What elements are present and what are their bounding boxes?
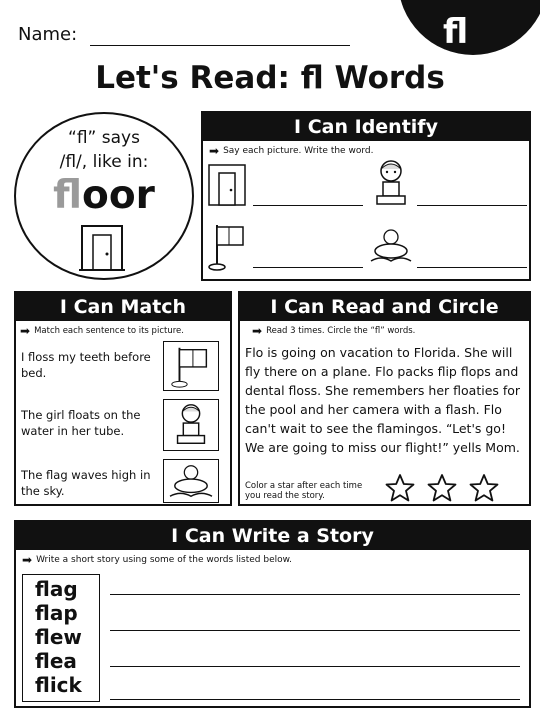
- intro-line-2: /fl/, like in:: [59, 152, 149, 172]
- fl-badge: [398, 0, 540, 55]
- girl-icon: [373, 159, 409, 207]
- example-word-suffix: oor: [82, 173, 155, 218]
- name-line[interactable]: [90, 45, 350, 46]
- star-icon[interactable]: [385, 473, 415, 503]
- story-line-3[interactable]: [110, 666, 520, 667]
- read-instruction: [240, 321, 529, 336]
- identify-answer-line-3[interactable]: [253, 267, 363, 268]
- word-bank: [22, 574, 100, 702]
- match-sentence-1: I floss my teeth before bed.: [21, 350, 151, 380]
- match-section: [14, 291, 232, 506]
- identify-instruction: [203, 141, 529, 156]
- arrow-icon: ➡: [22, 553, 33, 567]
- float-icon: [369, 225, 413, 265]
- flag-icon: [207, 221, 247, 271]
- door-icon: [207, 163, 247, 207]
- story-line-4[interactable]: [110, 699, 520, 700]
- door-icon: [79, 223, 125, 273]
- identify-instruction-text: Say each picture. Write the word.: [223, 146, 374, 156]
- identify-heading: I Can Identify: [203, 113, 529, 141]
- match-instruction: [16, 321, 230, 336]
- read-heading: I Can Read and Circle: [240, 293, 529, 321]
- story-line-2[interactable]: [110, 630, 520, 631]
- word-bank-item: flap: [35, 601, 78, 625]
- example-word-prefix: fl: [53, 173, 83, 218]
- write-instruction: [16, 550, 529, 565]
- read-story[interactable]: Flo is going on vacation to Florida. She will fly there on a plane. Flo packs flip flops and dental floss. She remembers her floaties for the pool and her camera with a flash. Flo can't wait to see the flamingos. “Let's go! We are going to miss our flight!” yells Mom.: [245, 345, 521, 455]
- star-note: Color a star after each time you read the story.: [245, 481, 363, 501]
- write-section: [14, 520, 531, 708]
- match-heading: I Can Match: [16, 293, 230, 321]
- word-bank-item: flew: [35, 625, 82, 649]
- arrow-icon: ➡: [20, 324, 31, 338]
- identify-answer-line-1[interactable]: [253, 205, 363, 206]
- star-icon[interactable]: [427, 473, 457, 503]
- match-sentence-2: The girl floats on the water in her tube.: [21, 408, 141, 438]
- intro-line-1: “fl” says: [68, 128, 140, 148]
- identify-section: [201, 111, 531, 281]
- fl-badge-text: fl: [443, 12, 469, 52]
- page-title: Let's Read: fl Words: [95, 60, 445, 96]
- example-word: [14, 174, 194, 218]
- match-instruction-text: Match each sentence to its picture.: [34, 326, 184, 336]
- write-heading: I Can Write a Story: [16, 522, 529, 550]
- match-sentence-3: The flag waves high in the sky.: [21, 468, 151, 498]
- word-bank-item: flag: [35, 577, 78, 601]
- match-picture-float[interactable]: [163, 459, 219, 503]
- read-section: [238, 291, 531, 506]
- match-picture-flag[interactable]: [163, 341, 219, 391]
- identify-answer-line-2[interactable]: [417, 205, 527, 206]
- arrow-icon: ➡: [209, 144, 220, 158]
- match-picture-girl[interactable]: [163, 399, 219, 451]
- name-label: Name:: [18, 24, 78, 45]
- identify-answer-line-4[interactable]: [417, 267, 527, 268]
- star-icon[interactable]: [469, 473, 499, 503]
- word-bank-item: flick: [35, 673, 82, 697]
- write-instruction-text: Write a short story using some of the words listed below.: [36, 555, 293, 565]
- word-bank-item: flea: [35, 649, 77, 673]
- star-row: [385, 473, 499, 503]
- read-instruction-text: Read 3 times. Circle the “fl” words.: [266, 326, 416, 336]
- story-line-1[interactable]: [110, 594, 520, 595]
- arrow-icon: ➡: [252, 324, 263, 338]
